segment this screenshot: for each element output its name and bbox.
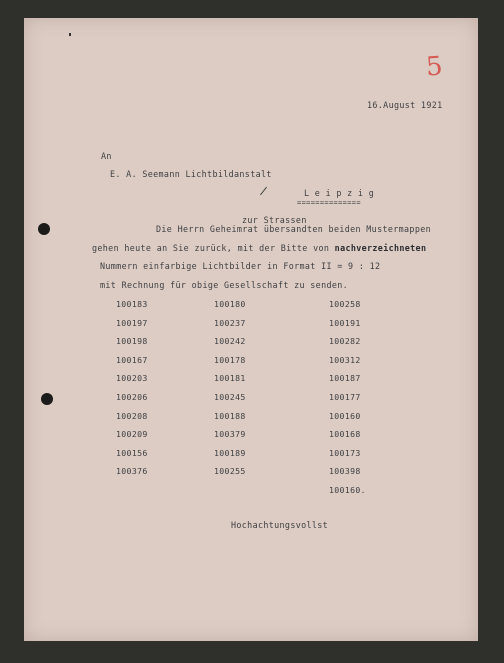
catalog-number: 100197 — [116, 317, 148, 328]
pencil-page-number: 5 — [424, 51, 444, 83]
catalog-number: 100198 — [116, 336, 148, 347]
catalog-number: 100237 — [214, 317, 246, 328]
catalog-number: 100242 — [214, 336, 246, 347]
catalog-number: 100183 — [116, 299, 148, 309]
catalog-number: 100206 — [116, 391, 148, 402]
catalog-number: 100173 — [329, 447, 361, 458]
punch-hole-bottom — [41, 393, 53, 405]
body-line-2-emphasis: nachverzeichneten — [334, 243, 427, 253]
catalog-number: 100245 — [214, 391, 246, 402]
letter-page — [24, 18, 478, 641]
addressee: E. A. Seemann Lichtbildanstalt — [110, 169, 272, 179]
catalog-number: 100187 — [329, 373, 361, 384]
catalog-number: 100160. — [329, 484, 366, 495]
letter-date: 16.August 1921 — [367, 100, 443, 110]
numbers-column-2 — [214, 295, 246, 481]
catalog-number: 100160 — [329, 410, 361, 421]
salutation: An — [101, 151, 112, 161]
catalog-number: 100168 — [329, 429, 361, 440]
catalog-number: 100189 — [214, 447, 246, 458]
catalog-number: 100398 — [329, 466, 361, 477]
numbers-column-1 — [116, 295, 148, 481]
catalog-number: 100255 — [214, 466, 246, 477]
catalog-number: 100379 — [214, 429, 246, 440]
body-line-2-text: gehen heute an Sie zurück, mit der Bitte von — [92, 243, 330, 253]
catalog-number: 100312 — [329, 354, 361, 365]
catalog-number: 100181 — [214, 373, 246, 384]
catalog-number: 100203 — [116, 373, 148, 384]
catalog-number: 100188 — [214, 410, 246, 421]
catalog-number: 100209 — [116, 429, 148, 440]
catalog-number: 100208 — [116, 410, 148, 421]
body-line-4: mit Rechnung für obige Gesellschaft zu senden. — [100, 280, 349, 290]
catalog-number: 100258 — [329, 299, 361, 309]
catalog-number: 100191 — [329, 317, 361, 328]
catalog-number: 100282 — [329, 336, 361, 347]
closing: Hochachtungsvollst — [231, 520, 329, 530]
city-underline: ============== — [297, 199, 361, 207]
punch-hole-top — [38, 223, 50, 235]
catalog-number: 100156 — [116, 447, 148, 458]
ink-speck — [69, 33, 71, 36]
city: L e i p z i g — [304, 188, 375, 198]
street-line: zur Strassen — [242, 215, 307, 225]
catalog-number: 100167 — [116, 354, 148, 365]
pen-tick-mark — [260, 187, 267, 195]
catalog-number: 100180 — [214, 299, 246, 309]
body-line-1: Die Herrn Geheimrat übersandten beiden Mustermappen — [156, 224, 432, 234]
body-line-2 — [92, 243, 426, 253]
body-line-3: Nummern einfarbige Lichtbilder in Format II = 9 : 12 — [100, 261, 381, 271]
catalog-number: 100178 — [214, 354, 246, 365]
numbers-column-3 — [329, 295, 366, 500]
catalog-number: 100177 — [329, 391, 361, 402]
catalog-number: 100376 — [116, 466, 148, 477]
